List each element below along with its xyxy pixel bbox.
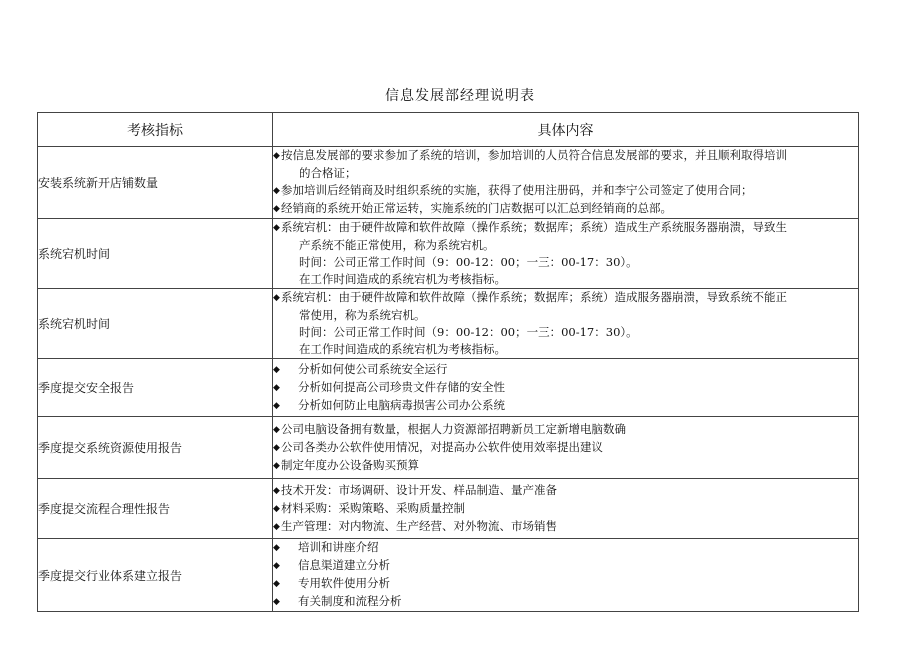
diamond-bullet-icon: ◆ [273, 521, 280, 532]
content-text: 制定年度办公设备购买预算 [281, 457, 419, 472]
content-text: 分析如何防止电脑病毒损害公司办公系统 [298, 397, 505, 412]
table-row [38, 479, 859, 539]
content-line [273, 482, 858, 500]
content-line [273, 165, 858, 182]
content-cell [273, 417, 859, 479]
diamond-bullet-icon: ◆ [273, 186, 280, 196]
diamond-bullet-icon: ◆ [273, 151, 280, 161]
diamond-bullet-icon: ◆ [273, 579, 280, 589]
content-line [273, 500, 858, 518]
diamond-bullet-icon: ◆ [273, 543, 280, 553]
content-line [273, 147, 858, 165]
content-line [273, 307, 858, 324]
content-line [273, 575, 858, 593]
content-line [273, 182, 858, 200]
content-text: 公司电脑设备拥有数量，根据人力资源部招聘新员工定新增电脑数确 [281, 421, 626, 436]
table-row [38, 539, 859, 612]
content-line [273, 289, 858, 307]
content-line [273, 518, 858, 536]
table-header-row [38, 113, 859, 147]
diamond-bullet-icon: ◆ [273, 364, 280, 375]
diamond-bullet-icon: ◆ [273, 223, 280, 233]
content-text: 材料采购：采购策略、采购质量控制 [281, 500, 465, 515]
content-text: 在工作时间造成的系统宕机为考核指标。 [299, 342, 506, 356]
content-text: 在工作时间造成的系统宕机为考核指标。 [299, 272, 506, 286]
content-text: 时间：公司正常工作时间（9：00-12：00；一三：00-17：30）。 [299, 325, 638, 339]
content-text: 参加培训后经销商及时组织系统的实施，获得了使用注册码，并和李宁公司签定了使用合同； [281, 183, 753, 197]
diamond-bullet-icon: ◆ [273, 293, 280, 303]
content-cell [273, 289, 859, 359]
diamond-bullet-icon: ◆ [273, 382, 280, 393]
content-text: 公司各类办公软件使用情况，对提高办公软件使用效率提出建议 [281, 439, 603, 454]
indicator-cell: 系统宕机时间 [38, 219, 273, 289]
content-text: 系统宕机：由于硬件故障和软件故障（操作系统；数据库；系统）造成生产系统服务器崩溃，导致生 [281, 220, 787, 234]
content-cell [273, 539, 859, 612]
content-line [273, 421, 858, 439]
content-line [273, 397, 858, 415]
diamond-bullet-icon: ◆ [273, 503, 280, 514]
indicator-cell: 季度提交行业体系建立报告 [38, 539, 273, 612]
content-line [273, 361, 858, 379]
content-text: 系统宕机：由于硬件故障和软件故障（操作系统；数据库；系统）造成服务器崩溃，导致系统不能正 [281, 290, 787, 304]
content-line [273, 539, 858, 557]
content-line [273, 341, 858, 358]
content-cell [273, 219, 859, 289]
content-cell [273, 147, 859, 219]
content-cell [273, 479, 859, 539]
content-line [273, 593, 858, 611]
diamond-bullet-icon: ◆ [273, 400, 280, 411]
content-line [273, 557, 858, 575]
diamond-bullet-icon: ◆ [273, 460, 280, 471]
content-text: 经销商的系统开始正常运转，实施系统的门店数据可以汇总到经销商的总部。 [281, 201, 672, 215]
diamond-bullet-icon: ◆ [273, 442, 280, 453]
content-line [273, 254, 858, 271]
diamond-bullet-icon: ◆ [273, 561, 280, 571]
content-line [273, 271, 858, 288]
diamond-bullet-icon: ◆ [273, 204, 280, 214]
content-line [273, 379, 858, 397]
kpi-table [37, 112, 859, 612]
diamond-bullet-icon: ◆ [273, 597, 280, 607]
indicator-cell: 季度提交系统资源使用报告 [38, 417, 273, 479]
content-text: 时间：公司正常工作时间（9：00-12：00；一三：00-17：30）。 [299, 255, 638, 269]
diamond-bullet-icon: ◆ [273, 485, 280, 496]
content-text: 技术开发：市场调研、设计开发、样品制造、量产准备 [281, 482, 557, 497]
content-text: 生产管理：对内物流、生产经营、对外物流、市场销售 [281, 518, 557, 533]
content-line [273, 457, 858, 475]
header-indicator: 考核指标 [38, 113, 273, 147]
content-cell [273, 359, 859, 417]
indicator-cell: 季度提交流程合理性报告 [38, 479, 273, 539]
indicator-cell: 系统宕机时间 [38, 289, 273, 359]
content-text: 培训和讲座介绍 [298, 540, 379, 554]
table-row [38, 289, 859, 359]
content-text: 信息渠道建立分析 [298, 558, 390, 572]
table-row [38, 417, 859, 479]
indicator-cell: 季度提交安全报告 [38, 359, 273, 417]
content-text: 常使用，称为系统宕机。 [299, 308, 426, 322]
table-row [38, 147, 859, 219]
content-line [273, 439, 858, 457]
table-body [38, 147, 859, 612]
content-text: 专用软件使用分析 [298, 576, 390, 590]
content-line [273, 237, 858, 254]
content-text: 按信息发展部的要求参加了系统的培训，参加培训的人员符合信息发展部的要求，并且顺利取得培训 [281, 148, 787, 162]
content-text: 有关制度和流程分析 [298, 594, 402, 608]
table-row [38, 219, 859, 289]
diamond-bullet-icon: ◆ [273, 424, 280, 435]
indicator-cell: 安装系统新开店铺数量 [38, 147, 273, 219]
content-line [273, 324, 858, 341]
content-text: 的合格证； [299, 166, 357, 180]
content-text: 分析如何提高公司珍贵文件存储的安全性 [298, 379, 505, 394]
table-row [38, 359, 859, 417]
header-content: 具体内容 [273, 113, 859, 147]
page-title: 信息发展部经理说明表 [385, 88, 535, 104]
content-text: 分析如何使公司系统安全运行 [298, 361, 448, 376]
content-line [273, 219, 858, 237]
content-line [273, 200, 858, 218]
content-text: 产系统不能正常使用，称为系统宕机。 [299, 238, 495, 252]
